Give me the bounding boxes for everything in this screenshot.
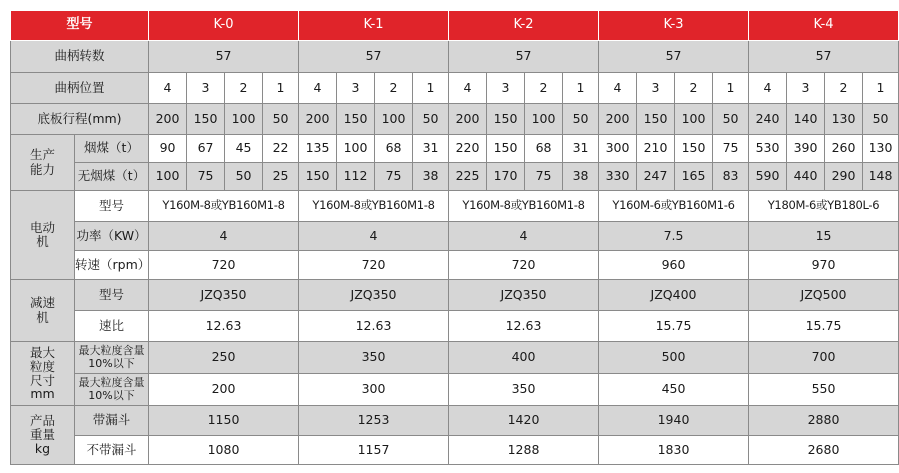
- stroke-cell: 150: [187, 104, 225, 135]
- weight-label: 产品重量kg: [11, 406, 75, 465]
- crank-position-cell: 2: [675, 73, 713, 104]
- anthracite-cell: 165: [675, 163, 713, 191]
- motor-power-value: 4: [149, 222, 299, 251]
- anthracite-cell: 170: [487, 163, 525, 191]
- bituminous-cell: 22: [263, 135, 299, 163]
- max-size-value: 550: [749, 374, 899, 406]
- reducer-ratio-value: 12.63: [149, 311, 299, 342]
- reducer-model-value: JZQ350: [299, 280, 449, 311]
- anthracite-cell: 38: [563, 163, 599, 191]
- crank-position-cell: 3: [337, 73, 375, 104]
- without-hopper-value: 1288: [449, 436, 599, 465]
- reducer-model-row: [11, 280, 899, 311]
- reducer-ratio-row: [11, 311, 899, 342]
- anthracite-cell: 225: [449, 163, 487, 191]
- motor-speed-value: 970: [749, 251, 899, 280]
- anthracite-cell: 112: [337, 163, 375, 191]
- without-hopper-label: 不带漏斗: [75, 436, 149, 465]
- stroke-cell: 100: [225, 104, 263, 135]
- motor-speed-value: 720: [299, 251, 449, 280]
- spec-table: [10, 10, 899, 465]
- anthracite-cell: 38: [413, 163, 449, 191]
- stroke-cell: 100: [375, 104, 413, 135]
- max-size-value: 700: [749, 342, 899, 374]
- stroke-cell: 50: [563, 104, 599, 135]
- max-size-value: 250: [149, 342, 299, 374]
- max-size-value: 450: [599, 374, 749, 406]
- anthracite-cell: 100: [149, 163, 187, 191]
- weight-without-hopper-row: [11, 436, 899, 465]
- max-size-row-1: [11, 342, 899, 374]
- capacity-label: 生产能力: [11, 135, 75, 191]
- crank-position-cell: 4: [599, 73, 637, 104]
- stroke-cell: 50: [713, 104, 749, 135]
- max-size-value: 200: [149, 374, 299, 406]
- header-row: [11, 11, 899, 41]
- max-size-value: 300: [299, 374, 449, 406]
- without-hopper-value: 2680: [749, 436, 899, 465]
- without-hopper-value: 1830: [599, 436, 749, 465]
- bituminous-cell: 220: [449, 135, 487, 163]
- motor-speed-value: 960: [599, 251, 749, 280]
- anthracite-cell: 150: [299, 163, 337, 191]
- stroke-cell: 150: [487, 104, 525, 135]
- max-size-row-2: [11, 374, 899, 406]
- anthracite-cell: 330: [599, 163, 637, 191]
- reducer-model-value: JZQ350: [449, 280, 599, 311]
- motor-speed-label: 转速（rpm）: [75, 251, 149, 280]
- anthracite-cell: 148: [863, 163, 899, 191]
- stroke-cell: 150: [337, 104, 375, 135]
- bituminous-cell: 100: [337, 135, 375, 163]
- anthracite-cell: 75: [187, 163, 225, 191]
- anthracite-cell: 247: [637, 163, 675, 191]
- bituminous-cell: 135: [299, 135, 337, 163]
- crank-position-cell: 4: [299, 73, 337, 104]
- with-hopper-value: 1253: [299, 406, 449, 436]
- max-size-row-2-label: 最大粒度含量10%以下: [75, 374, 149, 406]
- motor-label: 电动机: [11, 191, 75, 280]
- anthracite-cell: 590: [749, 163, 787, 191]
- crank-position-cell: 1: [413, 73, 449, 104]
- crank-speed-value: 57: [599, 41, 749, 73]
- stroke-cell: 200: [149, 104, 187, 135]
- motor-model-value: Y160M-8或YB160M1-8: [449, 191, 599, 222]
- anthracite-cell: 290: [825, 163, 863, 191]
- crank-speed-label: 曲柄转数: [11, 41, 149, 73]
- stroke-cell: 130: [825, 104, 863, 135]
- crank-position-cell: 1: [713, 73, 749, 104]
- bituminous-cell: 130: [863, 135, 899, 163]
- with-hopper-label: 带漏斗: [75, 406, 149, 436]
- stroke-cell: 200: [599, 104, 637, 135]
- weight-with-hopper-row: [11, 406, 899, 436]
- crank-position-cell: 4: [749, 73, 787, 104]
- without-hopper-value: 1080: [149, 436, 299, 465]
- crank-position-label: 曲柄位置: [11, 73, 149, 104]
- motor-power-value: 7.5: [599, 222, 749, 251]
- motor-model-value: Y160M-6或YB160M1-6: [599, 191, 749, 222]
- bituminous-label: 烟煤（t）: [75, 135, 149, 163]
- bituminous-cell: 150: [675, 135, 713, 163]
- max-size-value: 400: [449, 342, 599, 374]
- crank-position-cell: 3: [187, 73, 225, 104]
- reducer-model-value: JZQ350: [149, 280, 299, 311]
- crank-position-cell: 2: [375, 73, 413, 104]
- max-size-value: 350: [299, 342, 449, 374]
- motor-speed-value: 720: [149, 251, 299, 280]
- anthracite-cell: 75: [375, 163, 413, 191]
- reducer-ratio-value: 12.63: [299, 311, 449, 342]
- motor-power-value: 15: [749, 222, 899, 251]
- max-size-value: 350: [449, 374, 599, 406]
- crank-speed-value: 57: [299, 41, 449, 73]
- stroke-cell: 50: [413, 104, 449, 135]
- bituminous-cell: 68: [525, 135, 563, 163]
- with-hopper-value: 1420: [449, 406, 599, 436]
- bituminous-cell: 67: [187, 135, 225, 163]
- max-size-row-1-label: 最大粒度含量10%以下: [75, 342, 149, 374]
- reducer-ratio-value: 12.63: [449, 311, 599, 342]
- anthracite-cell: 50: [225, 163, 263, 191]
- motor-speed-value: 720: [449, 251, 599, 280]
- reducer-label: 减速机: [11, 280, 75, 342]
- motor-model-label: 型号: [75, 191, 149, 222]
- model-header-k4: K-4: [749, 11, 899, 41]
- crank-speed-value: 57: [149, 41, 299, 73]
- capacity-anthracite-row: [11, 163, 899, 191]
- reducer-ratio-value: 15.75: [599, 311, 749, 342]
- motor-model-value: Y180M-6或YB180L-6: [749, 191, 899, 222]
- reducer-model-value: JZQ400: [599, 280, 749, 311]
- crank-position-cell: 4: [449, 73, 487, 104]
- spec-table-wrapper: [10, 10, 899, 465]
- stroke-cell: 100: [675, 104, 713, 135]
- motor-power-value: 4: [449, 222, 599, 251]
- motor-model-value: Y160M-8或YB160M1-8: [299, 191, 449, 222]
- crank-position-cell: 3: [487, 73, 525, 104]
- anthracite-label: 无烟煤（t）: [75, 163, 149, 191]
- crank-position-cell: 2: [525, 73, 563, 104]
- bituminous-cell: 45: [225, 135, 263, 163]
- motor-power-row: [11, 222, 899, 251]
- with-hopper-value: 1150: [149, 406, 299, 436]
- crank-position-cell: 1: [563, 73, 599, 104]
- motor-speed-row: [11, 251, 899, 280]
- stroke-cell: 50: [863, 104, 899, 135]
- crank-speed-row: [11, 41, 899, 73]
- crank-speed-value: 57: [449, 41, 599, 73]
- reducer-model-label: 型号: [75, 280, 149, 311]
- capacity-bituminous-row: [11, 135, 899, 163]
- reducer-model-value: JZQ500: [749, 280, 899, 311]
- motor-power-label: 功率（KW）: [75, 222, 149, 251]
- motor-model-row: [11, 191, 899, 222]
- stroke-cell: 100: [525, 104, 563, 135]
- reducer-ratio-label: 速比: [75, 311, 149, 342]
- crank-position-cell: 3: [787, 73, 825, 104]
- crank-position-cell: 1: [863, 73, 899, 104]
- anthracite-cell: 25: [263, 163, 299, 191]
- motor-model-value: Y160M-8或YB160M1-8: [149, 191, 299, 222]
- bituminous-cell: 68: [375, 135, 413, 163]
- anthracite-cell: 440: [787, 163, 825, 191]
- bituminous-cell: 75: [713, 135, 749, 163]
- crank-position-cell: 2: [225, 73, 263, 104]
- max-size-label: 最大粒度尺寸mm: [11, 342, 75, 406]
- crank-position-cell: 1: [263, 73, 299, 104]
- stroke-row: [11, 104, 899, 135]
- stroke-cell: 50: [263, 104, 299, 135]
- bituminous-cell: 530: [749, 135, 787, 163]
- model-header-k3: K-3: [599, 11, 749, 41]
- anthracite-cell: 83: [713, 163, 749, 191]
- crank-position-cell: 4: [149, 73, 187, 104]
- stroke-cell: 140: [787, 104, 825, 135]
- bituminous-cell: 31: [413, 135, 449, 163]
- stroke-cell: 240: [749, 104, 787, 135]
- max-size-value: 500: [599, 342, 749, 374]
- stroke-cell: 200: [449, 104, 487, 135]
- crank-position-cell: 2: [825, 73, 863, 104]
- reducer-ratio-value: 15.75: [749, 311, 899, 342]
- anthracite-cell: 75: [525, 163, 563, 191]
- stroke-label: 底板行程(mm): [11, 104, 149, 135]
- crank-position-cell: 3: [637, 73, 675, 104]
- with-hopper-value: 2880: [749, 406, 899, 436]
- bituminous-cell: 150: [487, 135, 525, 163]
- without-hopper-value: 1157: [299, 436, 449, 465]
- model-header-k0: K-0: [149, 11, 299, 41]
- bituminous-cell: 300: [599, 135, 637, 163]
- model-header-label: 型号: [11, 11, 149, 41]
- stroke-cell: 200: [299, 104, 337, 135]
- crank-speed-value: 57: [749, 41, 899, 73]
- model-header-k2: K-2: [449, 11, 599, 41]
- bituminous-cell: 90: [149, 135, 187, 163]
- motor-power-value: 4: [299, 222, 449, 251]
- model-header-k1: K-1: [299, 11, 449, 41]
- bituminous-cell: 31: [563, 135, 599, 163]
- bituminous-cell: 210: [637, 135, 675, 163]
- stroke-cell: 150: [637, 104, 675, 135]
- crank-position-row: [11, 73, 899, 104]
- with-hopper-value: 1940: [599, 406, 749, 436]
- bituminous-cell: 260: [825, 135, 863, 163]
- bituminous-cell: 390: [787, 135, 825, 163]
